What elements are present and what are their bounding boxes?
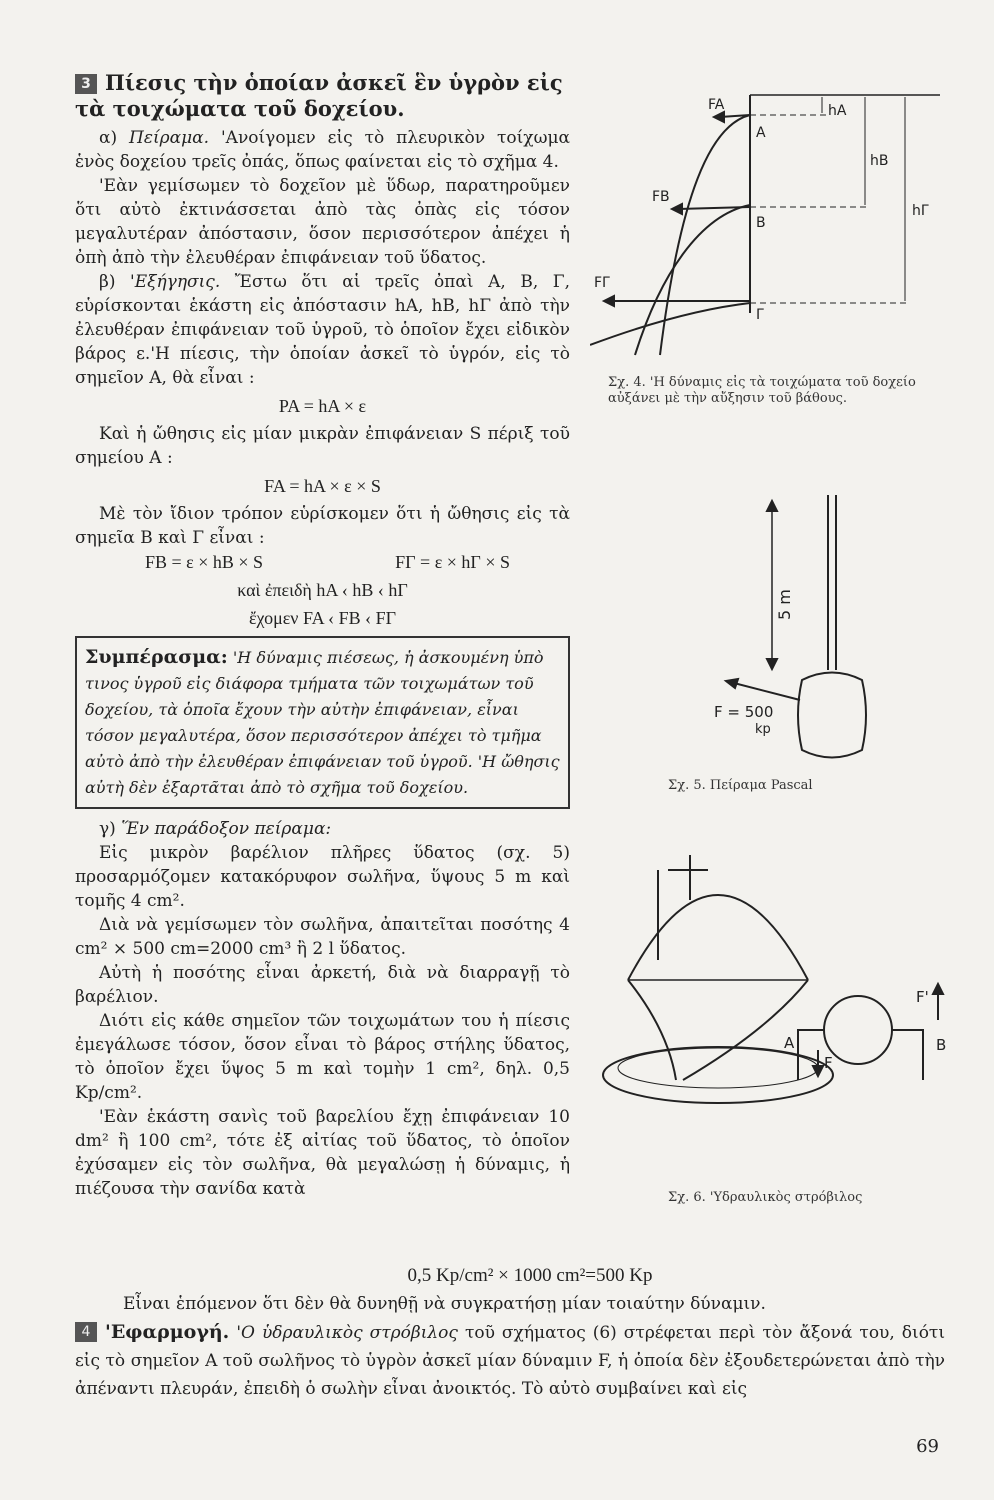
paragraph-c bbox=[75, 817, 570, 841]
label-b: β) bbox=[99, 272, 116, 292]
jet-b bbox=[635, 205, 750, 355]
label-fa: FA bbox=[708, 97, 725, 113]
label-a: α) bbox=[99, 128, 118, 148]
label-hg: hΓ bbox=[912, 203, 929, 219]
label-hb: hB bbox=[870, 153, 889, 169]
force-arrow bbox=[730, 682, 800, 700]
paragraph-c1: Εἰς μικρὸν βαρέλιον πλῆρες ὕδατος (σχ. 5) προσαρμόζομεν κατακόρυφον σωλῆνα, ὕψους 5 m καὶ τομῆς 4 cm². bbox=[75, 843, 570, 911]
turbine-label: 'Ο ὑδραυλικὸς στρόβιλος bbox=[236, 1323, 458, 1343]
label-a: A bbox=[756, 125, 766, 141]
turbine-ball bbox=[824, 996, 892, 1064]
paragraph-4: Μὲ τὸν ἴδιον τρόπον εὑρίσκομεν ὅτι ἡ ὤθησις εἰς τὰ σημεῖα Β καὶ Γ εἶναι : bbox=[75, 504, 570, 548]
section-4-title: 'Εφαρμογή. bbox=[105, 1321, 230, 1343]
barrel bbox=[798, 673, 866, 758]
label-f6: F bbox=[824, 1054, 833, 1072]
figure-6-caption: Σχ. 6. 'Υδραυλικὸς στρόβιλος bbox=[668, 1190, 863, 1205]
paragraph-3: Καὶ ἡ ὤθησις εἰς μίαν μικρὰν ἐπιφάνειαν S πέριξ τοῦ σημείου Α : bbox=[75, 424, 570, 468]
paragraph-c5: 'Εὰν ἑκάστη σανὶς τοῦ βαρελίου ἔχῃ ἐπιφάνειαν 10 dm² ἢ 100 cm², τότε ἐξ αἰτίας τοῦ ὕδατος, τὸ ὁποῖον ἐχύσαμεν εἰς τὸν σωλῆνα, θὰ μεγαλώσῃ ἡ δύναμις, ἡ πιέζουσα τὴν σανίδα κατὰ bbox=[75, 1107, 570, 1199]
paragraph-a bbox=[75, 126, 570, 174]
paragraph-c6: Εἶναι ἑπόμενον ὅτι δὲν θὰ δυνηθῇ νὰ συγκρατήσῃ μίαν τοιαύτην δύναμιν. bbox=[123, 1294, 766, 1314]
paragraph-b-text: Ἔστω ὅτι αἱ τρεῖς ὀπαὶ Α, Β, Γ, εὑρίσκονται ἑκάστη εἰς ἀπόστασιν hA, hB, hΓ ἀπὸ τὴν ἐλευθέραν ἐπιφάνειαν τοῦ ὑγροῦ, τὸ ὁποῖον ἔχει εἰδικὸν βάρος ε.'Η πίεσις, τὴν ὁποίαν ἀσκεῖ τὸ ὑγρόν, εἰς τὸ σημεῖον Α, θὰ εἶναι : bbox=[75, 272, 571, 388]
figure-4-caption: Σχ. 4. 'Η δύναμις εἰς τὰ τοιχώματα τοῦ δοχείο αὐξάνει μὲ τὴν αὔξησιν τοῦ βάθους. bbox=[608, 375, 916, 406]
section-3 bbox=[75, 70, 570, 1201]
section-badge: 3 bbox=[75, 74, 97, 94]
vessel-bottom bbox=[628, 980, 808, 1080]
experiment-label: Πείραμα. bbox=[129, 128, 210, 148]
label-kp: kp bbox=[755, 722, 771, 737]
equation-fg: FΓ = ε × hΓ × S bbox=[395, 552, 510, 572]
equation-500kp: 0,5 Kp/cm² × 1000 cm²=500 Kp bbox=[407, 1265, 653, 1286]
figure-4 bbox=[590, 75, 970, 375]
paradox-label: Ἕν παράδοξον πείραμα: bbox=[121, 819, 332, 839]
paragraph-c2: Διὰ νὰ γεμίσωμεν τὸν σωλῆνα, ἀπαιτεῖται ποσότης 4 cm² × 500 cm=2000 cm³ ἢ 2 l ὕδατος. bbox=[75, 915, 570, 959]
section-3-heading bbox=[75, 70, 570, 122]
label-5m: 5 m bbox=[775, 589, 794, 620]
label-fg: FΓ bbox=[594, 275, 610, 291]
inequality-f: ἔχομεν FA ‹ FB ‹ FΓ bbox=[248, 608, 397, 628]
figure-5 bbox=[700, 495, 880, 765]
equation-row-fb-fg bbox=[75, 550, 570, 574]
vessel-top bbox=[628, 895, 808, 980]
equation-fb: FB = ε × hB × S bbox=[145, 552, 264, 572]
conclusion-box bbox=[75, 636, 570, 809]
label-f6-prime: F' bbox=[916, 988, 929, 1006]
label-b6: B bbox=[936, 1036, 947, 1054]
label-c: γ) bbox=[99, 819, 116, 839]
tail-block bbox=[75, 1262, 945, 1403]
label-fb: FB bbox=[652, 189, 670, 205]
equation-fa: FA = hA × ε × S bbox=[264, 476, 381, 496]
figure-5-caption: Σχ. 5. Πείραμα Pascal bbox=[668, 778, 813, 793]
inequality-h: καὶ ἐπειδὴ hA ‹ hB ‹ hΓ bbox=[237, 580, 408, 600]
paragraph-c4: Διότι εἰς κάθε σημεῖον τῶν τοιχωμάτων του ἡ πίεσις ἐμεγάλωσε τόσον, ὅσον εἶναι τὸ βάρος στήλης ὕδατος, τὸ ὁποῖον ἔχει ὕψος 5 m καὶ τομὴν 1 cm², δηλ. 0,5 Kp/cm². bbox=[75, 1011, 570, 1103]
section-4 bbox=[75, 1318, 945, 1403]
label-ha: hA bbox=[828, 103, 847, 119]
paragraph-b bbox=[75, 270, 570, 390]
page-number: 69 bbox=[916, 1436, 939, 1457]
section-3-title: Πίεσις τὴν ὁποίαν ἀσκεῖ ἓν ὑγρὸν εἰς τὰ τοιχώματα τοῦ δοχείου. bbox=[75, 70, 563, 121]
explanation-label: 'Εξήγησις. bbox=[130, 272, 221, 292]
equation-pa: PA = hA × ε bbox=[278, 396, 367, 416]
jet-g bbox=[590, 303, 750, 345]
paragraph-2: 'Εὰν γεμίσωμεν τὸ δοχεῖον μὲ ὕδωρ, παρατηροῦμεν ὅτι αὐτὸ ἐκτινάσσεται ἀπὸ τὰς ὀπὰς εἰς τόσον μεγαλυτέραν ἀπόστασιν, ὅσον περισσότερον ἀπέχει ἡ ὀπὴ ἀπὸ τὴν ἐλευθέραν ἐπιφάνειαν τοῦ ὕδατος. bbox=[75, 176, 570, 268]
label-b: B bbox=[756, 215, 766, 231]
section-4-badge: 4 bbox=[75, 1322, 97, 1342]
turbine-pipe-b bbox=[892, 1030, 923, 1080]
conclusion-text: 'Η δύναμις πιέσεως, ἡ ἀσκουμένη ὑπὸ τινος ὑγροῦ εἰς διάφορα τμήματα τῶν τοιχωμάτων τοῦ δοχείου, τὰ ὁποῖα ἔχουν τὴν αὐτὴν ἐπιφάνειαν, εἶναι τόσον μεγαλυτέρα, ὅσον περισσότερον ἀπέχει τὸ τμῆμα αὐτὸ ἀπὸ τὴν ἐλευθέραν ἐπιφάνειαν τοῦ ὑγροῦ. 'Η ὤθησις αὐτὴ δὲν ἐξαρτᾶται ἀπὸ τὸ σχῆμα τοῦ δοχείου. bbox=[85, 648, 560, 797]
conclusion-label: Συμπέρασμα: bbox=[85, 646, 228, 668]
paragraph-c3: Αὐτὴ ἡ ποσότης εἶναι ἀρκετή, διὰ νὰ διαρραγῇ τὸ βαρέλιον. bbox=[75, 963, 570, 1007]
figure-6 bbox=[598, 850, 958, 1110]
paragraph-a-text: 'Ανοίγομεν εἰς τὸ πλευρικὸν τοίχωμα ἑνὸς δοχείου τρεῖς ὀπάς, ὅπως φαίνεται εἰς τὸ σχῆμα 4. bbox=[75, 128, 571, 172]
section-4-text: τοῦ σχήματος (6) στρέφεται περὶ τὸν ἄξονά του, διότι εἰς τὸ σημεῖον Α τοῦ σωλῆνος τὸ ὑγρὸν ἀσκεῖ μίαν δύναμιν F, ἡ ὁποία δὲν ἐξουδετερώνεται ἀπὸ τὴν ἀπέναντι πλευράν, ἐπειδὴ ὁ σωλὴν εἶναι ἀνοικτός. Τὸ αὐτὸ συμβαίνει καὶ εἰς bbox=[75, 1323, 946, 1399]
label-a6: A bbox=[784, 1034, 795, 1052]
label-g: Γ bbox=[756, 307, 764, 323]
label-force: F = 500 bbox=[714, 703, 774, 721]
